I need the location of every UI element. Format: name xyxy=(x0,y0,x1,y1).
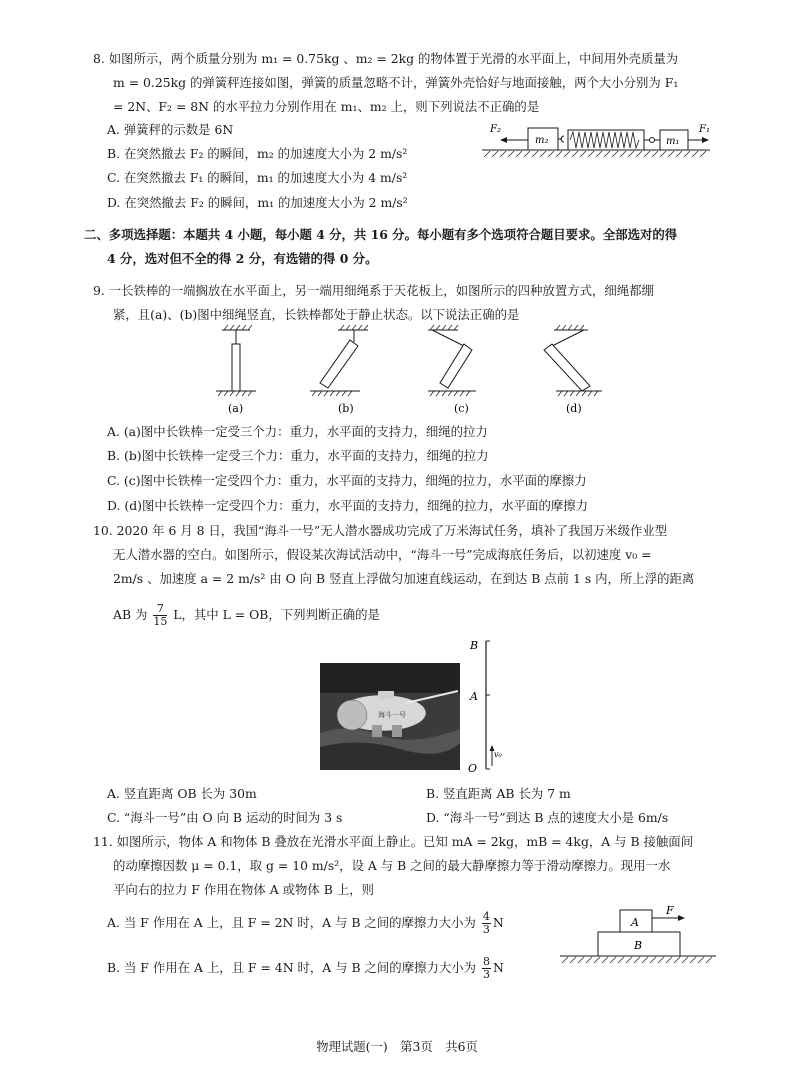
q8-label-m1: m₁ xyxy=(666,136,680,147)
q11-option-a xyxy=(107,908,504,938)
right-arrow-icon xyxy=(702,137,709,143)
section2-heading-line1: 二、多项选择题：本题共 4 小题，每小题 4 分，共 16 分。每小题有多个选项符合题目要求。全部选对的得 xyxy=(84,227,678,242)
q9-line1: 9. 一长铁棒的一端搁放在水平面上，另一端用细绳系于天花板上，如图所示的四种放置方式，细绳都绷 xyxy=(93,283,654,298)
q11-option-a-denominator: 3 xyxy=(482,923,490,936)
q9-figure-d xyxy=(544,325,602,415)
q10-line4 xyxy=(113,600,380,630)
q11-option-b-fraction xyxy=(482,956,491,981)
q10-fraction xyxy=(153,603,167,628)
q10-fraction-denominator: 15 xyxy=(153,615,168,628)
q11-line2: 的动摩擦因数 μ = 0.1，取 g = 10 m/s²，设 A 与 B 之间的最大静摩擦力等于滑动摩擦力。现用一水 xyxy=(113,858,671,873)
q11-option-b-unit: N xyxy=(493,960,504,975)
q9-option-b: B. (b)图中长铁棒一定受三个力：重力，水平面的支持力，细绳的拉力 xyxy=(107,448,489,463)
q8-label-f2: F₂ xyxy=(490,124,501,135)
q11-option-b-text: B. 当 F 作用在 A 上，且 F = 4N 时，A 与 B 之间的摩擦力大小为 xyxy=(107,960,477,975)
right-arrow-icon xyxy=(678,915,685,921)
q8-label-m2: m₂ xyxy=(535,135,549,146)
q11-option-b-denominator: 3 xyxy=(483,968,490,981)
q11-label-f: F xyxy=(666,904,674,917)
q8-line1: 8. 如图所示，两个质量分别为 m₁ = 0.75kg 、m₂ = 2kg 的物体置于光滑的水平面上，中间用外壳质量为 xyxy=(93,51,679,66)
q11-option-a-numerator: 4 xyxy=(482,910,490,923)
q10-point-o: O xyxy=(468,762,478,775)
q9-option-d: D. (d)图中长铁棒一定受四个力：重力，水平面的支持力，细绳的拉力，水平面的摩擦力 xyxy=(107,498,589,513)
q10-point-b: B xyxy=(470,639,479,652)
q10-point-a: A xyxy=(470,690,478,703)
q10-option-a: A. 竖直距离 OB 长为 30m xyxy=(107,786,257,801)
q9-figure-c xyxy=(428,325,476,415)
q10-line4-start: AB 为 xyxy=(113,607,148,622)
q11-option-a-unit: N xyxy=(492,915,504,930)
q9-label-a: (a) xyxy=(228,402,244,415)
q10-option-b: B. 竖直距离 AB 长为 7 m xyxy=(426,786,571,801)
q9-label-d: (d) xyxy=(566,402,582,415)
q10-option-d: D. “海斗一号”到达 B 点的速度大小是 6m/s xyxy=(426,810,669,825)
q8-option-b: B. 在突然撤去 F₂ 的瞬间，m₂ 的加速度大小为 2 m/s² xyxy=(107,146,408,161)
section2-heading-line2: 4 分，选对但不全的得 2 分，有选错的得 0 分。 xyxy=(107,251,378,266)
q11-option-b xyxy=(107,953,504,983)
q10-submersible-photo xyxy=(320,663,460,770)
q9-label-c: (c) xyxy=(454,402,469,415)
q9-figure-a xyxy=(216,325,256,415)
q9-four-rods-figure xyxy=(210,322,620,418)
q8-option-a: A. 弹簧秤的示数是 6N xyxy=(107,122,234,137)
q11-option-b-numerator: 8 xyxy=(483,955,490,968)
q8-line2: m = 0.25kg 的弹簧秤连接如图，弹簧的质量忽略不计，弹簧外壳恰好与地面接触，两个大小分别为 F₁ xyxy=(113,75,679,90)
q11-option-a-fraction xyxy=(482,911,491,936)
q10-hull-text: 海斗一号 xyxy=(378,711,406,719)
q10-line2: 无人潜水器的空白。如图所示，假设某次海试活动中，“海斗一号”完成海底任务后，以初速度 v₀ = xyxy=(113,547,652,562)
q8-label-f1: F₁ xyxy=(699,124,710,135)
q8-line3: = 2N、F₂ = 8N 的水平拉力分别作用在 m₁、m₂ 上，则下列说法不正确的是 xyxy=(113,99,540,114)
q9-label-b: (b) xyxy=(338,402,354,415)
q11-label-a: A xyxy=(631,916,639,929)
q9-line2: 紧，且(a)、(b)图中细绳竖直，长铁棒都处于静止状态。以下说法正确的是 xyxy=(113,307,520,322)
q10-line1: 10. 2020 年 6 月 8 日，我国“海斗一号”无人潜水器成功完成了万米海试任务，填补了我国万米级作业型 xyxy=(93,523,668,538)
q11-line1: 11. 如图所示，物体 A 和物体 B 叠放在光滑水平面上静止。已知 mA = 2kg，mB = 4kg，A 与 B 接触面间 xyxy=(93,834,694,849)
q10-line4-end: L，其中 L = OB，下列判断正确的是 xyxy=(173,607,380,622)
q11-stacked-blocks-figure xyxy=(560,904,720,974)
page-footer: 物理试题(一) 第3页 共6页 xyxy=(316,1039,478,1054)
q11-label-b: B xyxy=(634,939,643,952)
q11-option-a-text: A. 当 F 作用在 A 上，且 F = 2N 时，A 与 B 之间的摩擦力大小为 xyxy=(107,915,476,930)
q8-spring-scale-figure xyxy=(480,118,715,160)
left-arrow-icon xyxy=(500,137,507,143)
q10-position-axis-figure xyxy=(464,636,524,776)
q11-line3: 平向右的拉力 F 作用在物体 A 或物体 B 上，则 xyxy=(113,882,374,897)
q10-line3: 2m/s 、加速度 a = 2 m/s² 由 O 向 B 竖直上浮做匀加速直线运动，在到达 B 点前 1 s 内，所上浮的距离 xyxy=(113,571,695,586)
q9-option-c: C. (c)图中长铁棒一定受四个力：重力，水平面的支持力，细绳的拉力，水平面的摩擦力 xyxy=(107,473,587,488)
q8-option-c: C. 在突然撤去 F₁ 的瞬间，m₁ 的加速度大小为 4 m/s² xyxy=(107,170,408,185)
q10-option-c: C. “海斗一号”由 O 向 B 运动的时间为 3 s xyxy=(107,810,343,825)
q9-figure-b xyxy=(310,325,368,415)
q9-option-a: A. (a)图中长铁棒一定受三个力：重力，水平面的支持力，细绳的拉力 xyxy=(107,424,488,439)
q10-fraction-numerator: 7 xyxy=(153,603,167,616)
q8-option-d: D. 在突然撤去 F₂ 的瞬间，m₁ 的加速度大小为 2 m/s² xyxy=(107,195,408,210)
q10-label-v0: v₀ xyxy=(494,750,502,759)
